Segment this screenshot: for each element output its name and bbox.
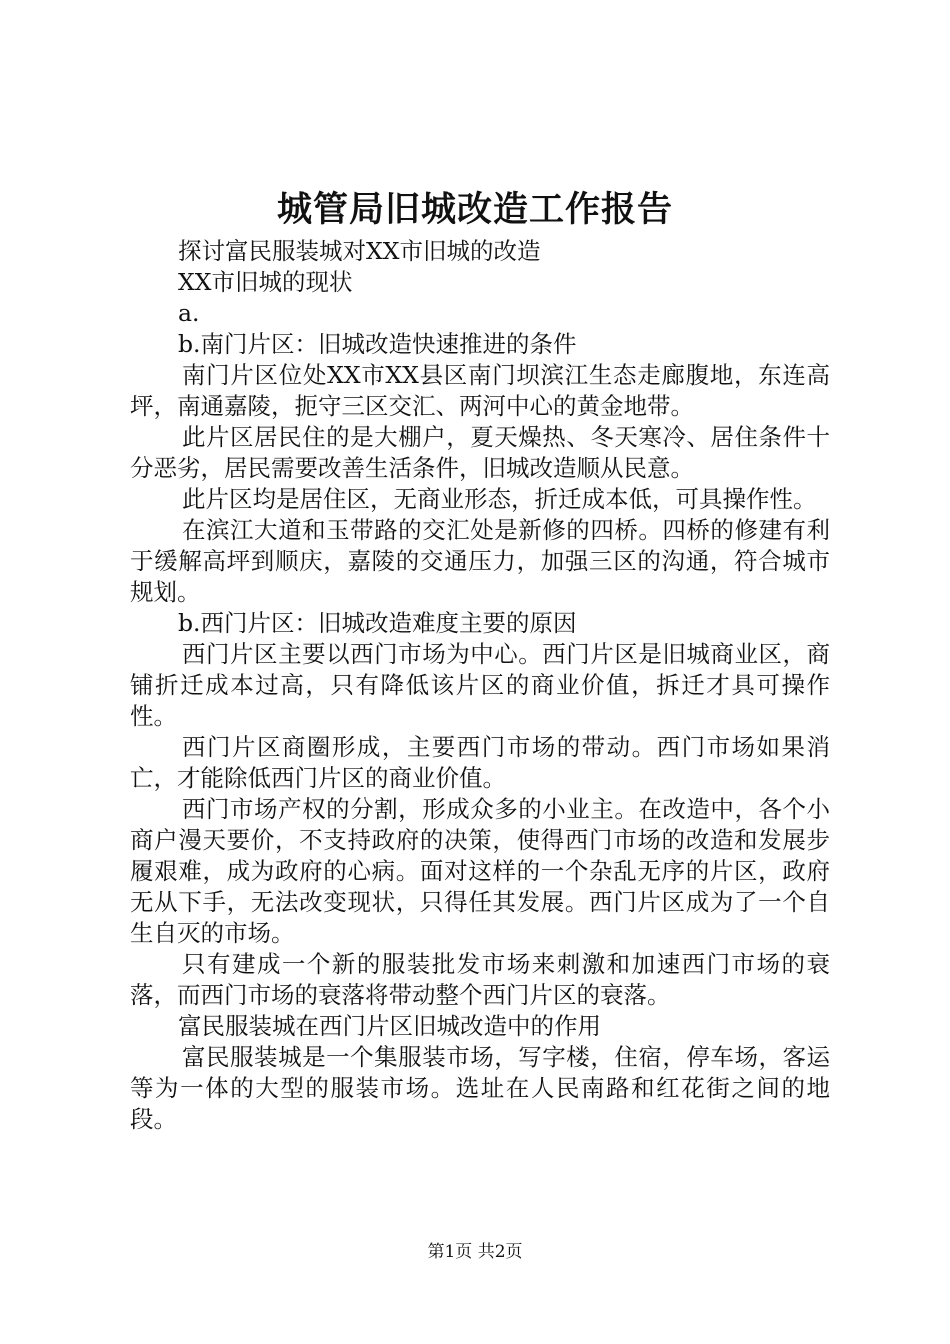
section-heading-role: 富民服装城在西门片区旧城改造中的作用 [178, 1012, 601, 1040]
paragraph-south-2: 此片区居民住的是大棚户，夏天燥热、冬天寒冷、居住条件十分恶劣，居民需要改善生活条件，旧城改造顺从民意。 [130, 423, 830, 482]
section-heading-status: XX市旧城的现状 [178, 268, 353, 296]
paragraph-west-4: 只有建成一个新的服装批发市场来刺激和加速西门市场的衰落，而西门市场的衰落将带动整个西门片区的衰落。 [130, 950, 830, 1009]
list-item-a: a. [178, 299, 200, 327]
page-title: 城管局旧城改造工作报告 [276, 189, 673, 230]
paragraph-role-1: 富民服装城是一个集服装市场，写字楼，住宿，停车场，客运等为一体的大型的服装市场。选址在人民南路和红花街之间的地段。 [130, 1043, 830, 1133]
paragraph-west-2: 西门片区商圈形成，主要西门市场的带动。西门市场如果消亡，才能除低西门片区的商业价值。 [130, 733, 830, 792]
paragraph-west-1: 西门片区主要以西门市场为中心。西门片区是旧城商业区，商铺折迁成本过高，只有降低该片区的商业价值，拆迁才具可操作性。 [130, 640, 830, 730]
subtitle-line: 探讨富民服装城对XX市旧城的改造 [178, 237, 541, 265]
paragraph-west-3: 西门市场产权的分割，形成众多的小业主。在改造中，各个小商户漫天要价，不支持政府的决策，使得西门市场的改造和发展步履艰难，成为政府的心病。面对这样的一个杂乱无序的片区，政府无从下手，无法改变现状，只得任其发展。西门片区成为了一个自生自灭的市场。 [130, 795, 830, 947]
paragraph-south-4: 在滨江大道和玉带路的交汇处是新修的四桥。四桥的修建有利于缓解高坪到顺庆，嘉陵的交通压力，加强三区的沟通，符合城市规划。 [130, 516, 830, 606]
page-number-footer: 第1页 共2页 [427, 1242, 523, 1262]
paragraph-south-3: 此片区均是居住区，无商业形态，折迁成本低，可具操作性。 [182, 485, 817, 513]
paragraph-south-1: 南门片区位处XX市XX县区南门坝滨江生态走廊腹地，东连高坪，南通嘉陵，扼守三区交汇、两河中心的黄金地带。 [130, 361, 830, 420]
section-heading-west-gate: b.西门片区：旧城改造难度主要的原因 [178, 609, 577, 637]
section-heading-south-gate: b.南门片区：旧城改造快速推进的条件 [178, 330, 577, 358]
document-body [130, 236, 830, 1135]
